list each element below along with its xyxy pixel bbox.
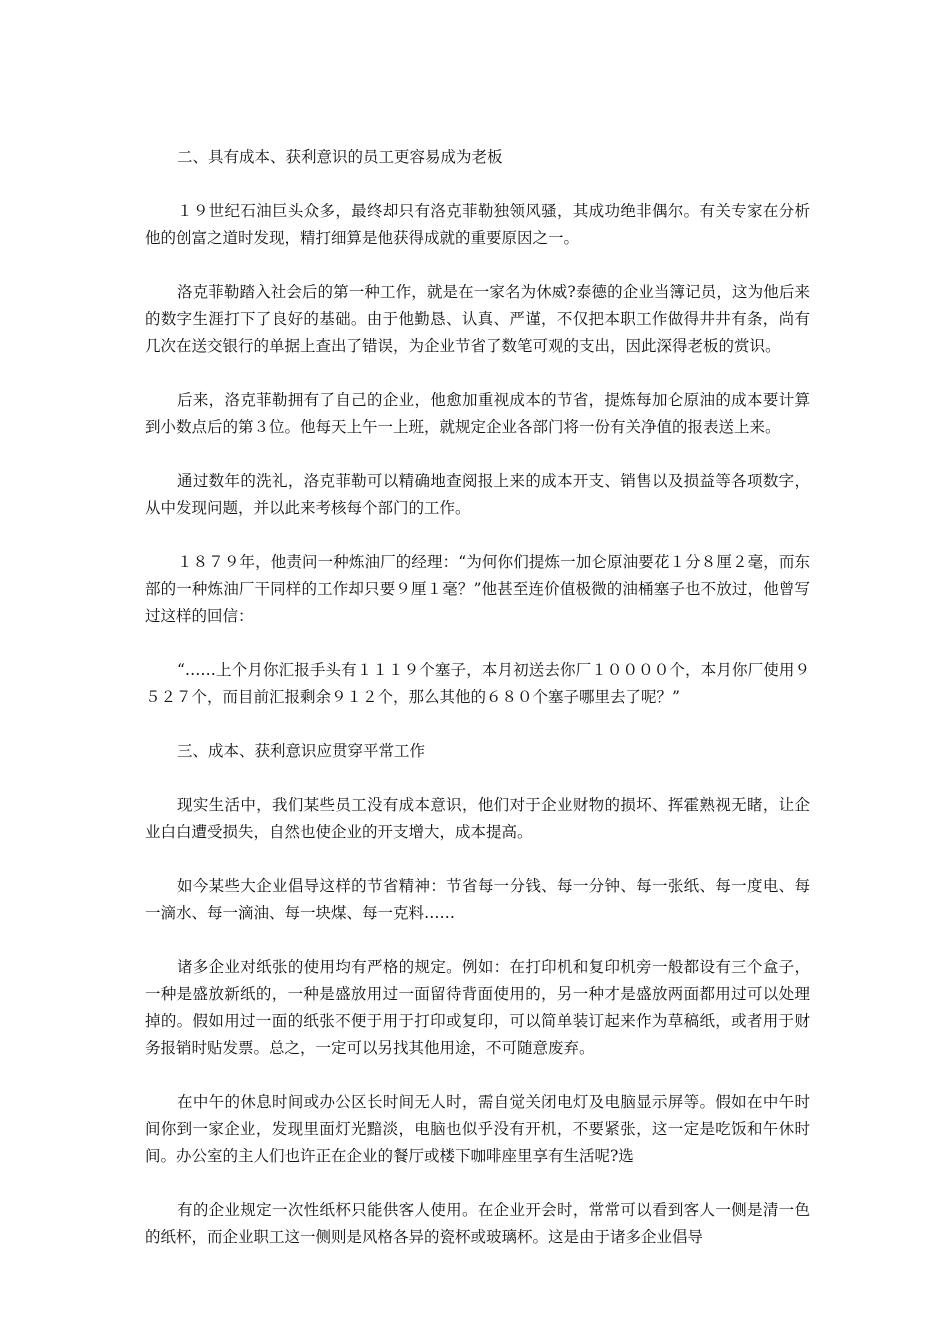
paragraph: 如今某些大企业倡导这样的节省精神：节省每一分钱、每一分钟、每一张纸、每一度电、每一滴水、每一滴油、每一块煤、每一克料……: [145, 877, 810, 922]
paragraph: 有的企业规定一次性纸杯只能供客人使用。在企业开会时，常常可以看到客人一侧是清一色的纸杯，而企业职工这一侧则是风格各异的瓷杯或玻璃杯。这是由于诸多企业倡导: [145, 1201, 810, 1246]
paragraph: 洛克菲勒踏入社会后的第一种工作，就是在一家名为休威?泰德的企业当簿记员，这为他后来的数字生涯打下了良好的基础。由于他勤恳、认真、严谨，不仅把本职工作做得井井有条，尚有几次在送交银行的单据上查出了错误，为企业节省了数笔可观的支出，因此深得老板的赏识。: [145, 283, 810, 355]
paragraph: 在中午的休息时间或办公区长时间无人时，需自觉关闭电灯及电脑显示屏等。假如在中午时间你到一家企业，发现里面灯光黯淡，电脑也似乎没有开机，不要紧张，这一定是吃饭和午休时间。办公室的主人们也许正在企业的餐厅或楼下咖啡座里享有生活呢?选: [145, 1093, 810, 1165]
paragraph: 诸多企业对纸张的使用均有严格的规定。例如：在打印机和复印机旁一般都设有三个盒子，一种是盛放新纸的，一种是盛放用过一面留待背面使用的，另一种才是盛放两面都用过可以处理掉的。假如用过一面的纸张不便于用于打印或复印，可以简单装订起来作为草稿纸，或者用于财务报销时贴发票。总之，一定可以另找其他用途，不可随意废弃。: [145, 958, 810, 1057]
paragraph: １９世纪石油巨头众多，最终却只有洛克菲勒独领风骚，其成功绝非偶尔。有关专家在分析他的创富之道时发现，精打细算是他获得成就的重要原因之一。: [145, 202, 810, 247]
section-heading-2: 二、具有成本、获利意识的员工更容易成为老板: [177, 148, 503, 166]
quoted-letter: “……上个月你汇报手头有１１１９个塞子，本月初送去你厂１００００个，本月你厂使用９５２７个，而目前汇报剩余９１２个，那么其他的６８０个塞子哪里去了呢？”: [145, 661, 810, 706]
paragraph: 现实生活中，我们某些员工没有成本意识，他们对于企业财物的损坏、挥霍熟视无睹，让企业白白遭受损失，自然也使企业的开支增大，成本提高。: [145, 796, 810, 841]
document-body: [145, 144, 810, 1278]
paragraph: １８７９年，他责问一种炼油厂的经理：“为何你们提炼一加仑原油要花１分８厘２毫，而东部的一种炼油厂干同样的工作却只要９厘１毫？”他甚至连价值极微的油桶塞子也不放过，他曾写过这样的回信：: [145, 553, 810, 625]
paragraph: 后来，洛克菲勒拥有了自己的企业，他愈加重视成本的节省，提炼每加仑原油的成本要计算到小数点后的第３位。他每天上午一上班，就规定企业各部门将一份有关净值的报表送上来。: [145, 391, 810, 436]
section-heading-3: 三、成本、获利意识应贯穿平常工作: [177, 742, 426, 760]
paragraph: 通过数年的洗礼，洛克菲勒可以精确地查阅报上来的成本开支、销售以及损益等各项数字，从中发现问题，并以此来考核每个部门的工作。: [145, 472, 810, 517]
